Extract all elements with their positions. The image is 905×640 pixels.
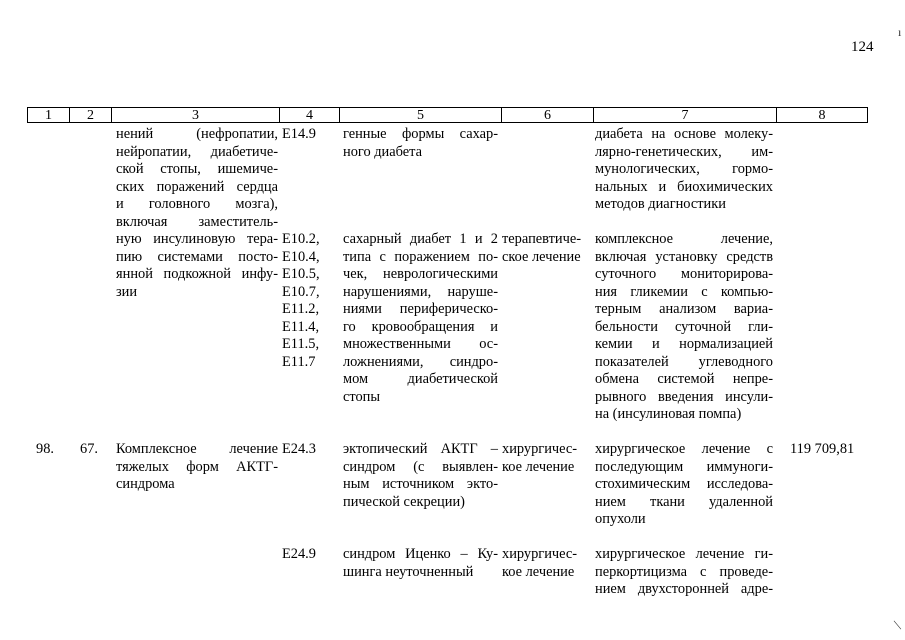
block3-col7 — [595, 441, 773, 529]
header-col-3: 3 — [111, 107, 279, 123]
text-line: синдром Иценко – Ку- — [343, 546, 498, 562]
diagnosis-code: E11.5, — [282, 336, 320, 352]
diagnosis-code: E10.7, — [282, 283, 320, 300]
text-line: синдром (с выявлен- — [343, 458, 498, 475]
text-line: опухоли — [595, 511, 646, 527]
text-line: лярно-генетических, им- — [595, 143, 773, 160]
block2-col6 — [502, 231, 594, 266]
diagnosis-code: E14.9 — [282, 126, 316, 142]
diagnosis-code: E24.9 — [282, 546, 316, 562]
text-line: последующим иммуноги- — [595, 458, 773, 475]
text-line: хирургичес- — [502, 546, 578, 562]
text-line: методов диагностики — [595, 196, 726, 212]
text-line: нений (нефропатии, — [116, 126, 278, 142]
text-line: ложнениями, синдро- — [343, 353, 498, 370]
header-col-6: 6 — [501, 107, 593, 123]
text-line: бельности суточной гли- — [595, 318, 773, 335]
text-line: кое лечение — [502, 563, 575, 580]
text-line: на (инсулиновая помпа) — [595, 406, 742, 422]
text-line: тяжелых форм АКТГ- — [116, 458, 278, 475]
diagnosis-code: E11.4, — [282, 318, 320, 335]
corner-mark-bottom: | — [891, 618, 903, 631]
text-line: хирургическое лечение с — [595, 441, 773, 457]
text-line: пической секреции) — [343, 493, 465, 510]
diagnosis-code: E11.2, — [282, 301, 320, 317]
text-line: хирургическое лечение ги- — [595, 546, 773, 562]
text-line: кое лечение — [502, 458, 575, 475]
group-number: 67. — [80, 441, 98, 457]
text-line: ния гликемии с компью- — [595, 283, 773, 300]
row-number: 98. — [36, 441, 54, 457]
text-line: чек, неврологическими — [343, 266, 498, 282]
text-line: рывного введения инсули- — [595, 388, 773, 405]
text-line: ское лечение — [502, 248, 581, 265]
block2-col5 — [343, 231, 498, 406]
text-line: ниями периферическо- — [343, 301, 498, 317]
row-continued-col5 — [343, 126, 498, 161]
diagnosis-code: E24.3 — [282, 441, 316, 457]
text-line: го кровообращения и — [343, 318, 498, 335]
header-col-8: 8 — [776, 107, 868, 123]
text-line: мунологических, гормо- — [595, 161, 773, 177]
text-line: зии — [116, 283, 138, 300]
text-line: нием двухсторонней адре- — [595, 581, 773, 597]
text-line: показателей углеводного — [595, 353, 773, 370]
text-line: мом диабетической — [343, 371, 498, 387]
text-line: типа с поражением по- — [343, 248, 498, 265]
diagnosis-code: E10.5, — [282, 266, 320, 282]
text-line: нальных и биохимических — [595, 178, 773, 195]
text-line: стопы — [343, 388, 381, 405]
text-line: ного диабета — [343, 143, 423, 160]
text-line: и головного мозга), — [116, 196, 278, 212]
text-line: ских поражений сердца — [116, 178, 278, 195]
block3-col5 — [343, 441, 498, 511]
text-line: Комплексное лечение — [116, 441, 278, 457]
text-line: суточного мониторирова- — [595, 266, 773, 282]
block2-col4 — [282, 231, 338, 371]
text-line: нарушениями, наруше- — [343, 283, 498, 300]
page-number: 124 — [851, 39, 874, 55]
block4-col4 — [282, 546, 338, 564]
text-line: ным источником экто- — [343, 476, 498, 492]
text-line: эктопический АКТГ – — [343, 441, 498, 457]
diagnosis-code: E11.7 — [282, 353, 316, 370]
corner-mark-top: ı — [898, 25, 902, 39]
cost-value: 119 709,81 — [790, 441, 855, 457]
text-line: комплексное лечение, — [595, 231, 773, 247]
header-col-5: 5 — [339, 107, 501, 123]
header-col-1: 1 — [27, 107, 69, 123]
block3-col6 — [502, 441, 594, 476]
header-col-7: 7 — [593, 107, 776, 123]
text-line: кемии и нормализацией — [595, 336, 773, 352]
block3-col4 — [282, 441, 338, 459]
text-line: сахарный диабет 1 и 2 — [343, 231, 498, 247]
diagnosis-code: E10.2, — [282, 231, 320, 247]
text-line: терапевтиче- — [502, 231, 582, 247]
row-continued-col7 — [595, 126, 773, 214]
header-col-2: 2 — [69, 107, 111, 123]
block2-col7 — [595, 231, 773, 424]
text-line: нейропатии, диабетиче- — [116, 143, 278, 160]
text-line: диабета на основе молеку- — [595, 126, 773, 142]
row-continued-col4 — [282, 126, 338, 144]
text-line: пию системами посто- — [116, 248, 278, 265]
block3-col3 — [116, 441, 278, 494]
text-line: нием ткани удаленной — [595, 493, 773, 510]
block4-col5 — [343, 546, 498, 581]
text-line: перкортицизма с проведе- — [595, 563, 773, 580]
text-line: включая установку средств — [595, 248, 773, 265]
text-line: шинга неуточненный — [343, 563, 474, 580]
text-line: включая заместитель- — [116, 213, 278, 230]
text-line: янной подкожной инфу- — [116, 266, 278, 282]
text-line: обмена системой непре- — [595, 371, 773, 387]
row-continued-col3 — [116, 126, 278, 301]
text-line: генные формы сахар- — [343, 126, 498, 142]
text-line: ской стопы, ишемиче- — [116, 161, 278, 177]
text-line: стохимическим исследова- — [595, 476, 773, 492]
header-col-4: 4 — [279, 107, 339, 123]
text-line: терным анализом вариа- — [595, 301, 773, 317]
block4-col7 — [595, 546, 773, 599]
block4-col6 — [502, 546, 594, 581]
text-line: ную инсулиновую тера- — [116, 231, 278, 247]
text-line: множественными ос- — [343, 336, 498, 352]
text-line: хирургичес- — [502, 441, 578, 457]
diagnosis-code: E10.4, — [282, 248, 320, 265]
text-line: синдрома — [116, 476, 175, 492]
